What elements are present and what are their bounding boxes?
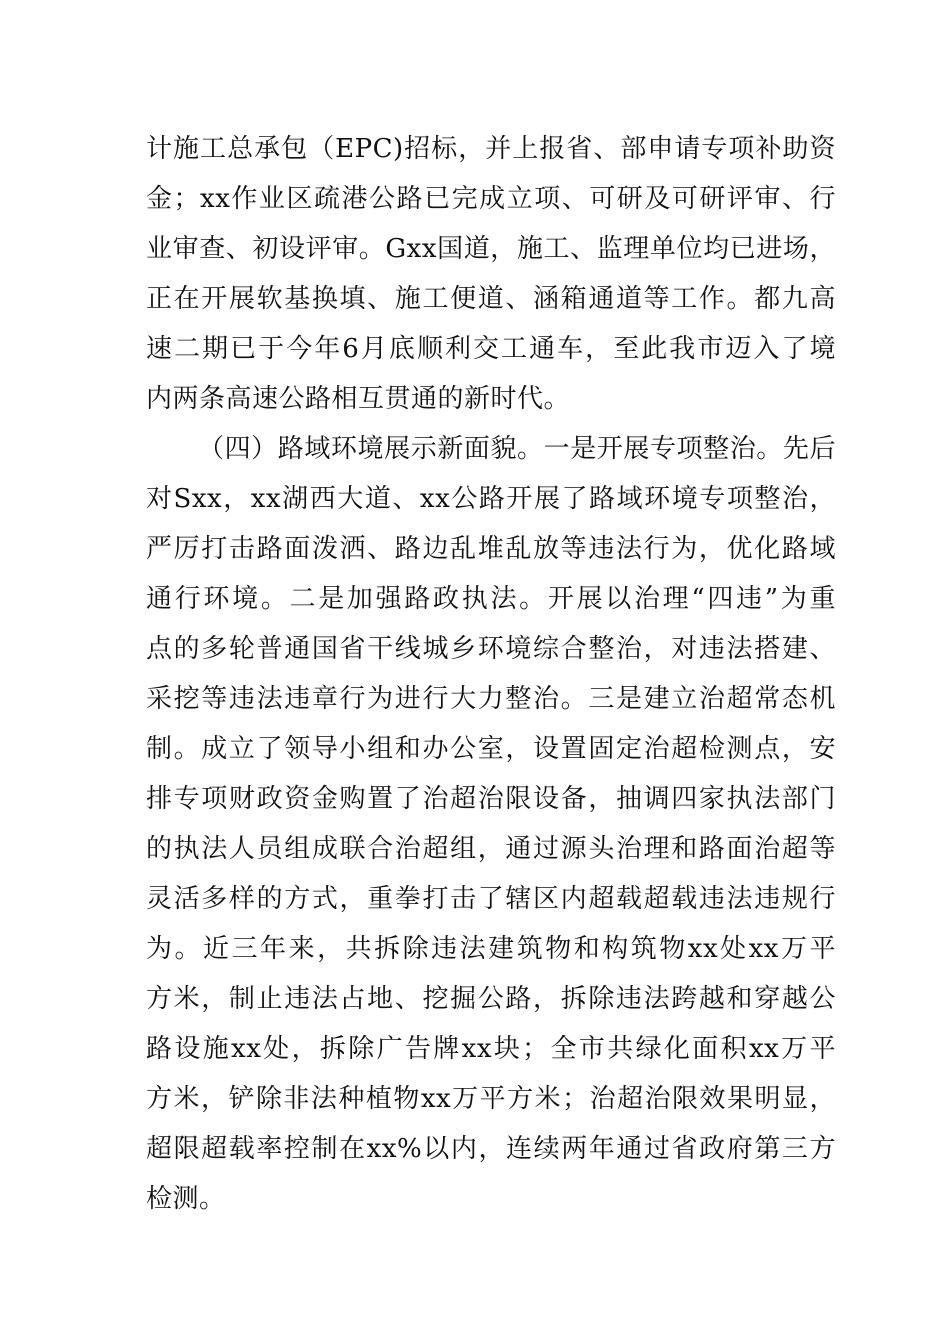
text-line: 计施工总承包（EPC)招标，并上报省、部申请专项补助资 (146, 134, 836, 164)
text-line: 超限超载率控制在xx%以内，连续两年通过省政府第三方 (146, 1134, 836, 1164)
text-line: 业审查、初设评审。Gxx国道，施工、监理单位均已进场， (146, 234, 836, 264)
text-line: 正在开展软基换填、施工便道、涵箱通道等工作。都九高 (146, 284, 836, 314)
text-line: 检测。 (146, 1184, 226, 1214)
text-line: 排专项财政资金购置了治超治限设备，抽调四家执法部门 (146, 784, 836, 814)
text-line: 方米，制止违法占地、挖掘公路，拆除违法跨越和穿越公 (146, 984, 836, 1014)
paragraph-heading-line: （四）路域环境展示新面貌。一是开展专项整治。先后 (198, 434, 836, 464)
text-line: 点的多轮普通国省干线城乡环境综合整治，对违法搭建、 (146, 634, 836, 664)
text-line: 为。近三年来，共拆除违法建筑物和构筑物xx处xx万平 (146, 934, 836, 964)
text-line: 采挖等违法违章行为进行大力整治。三是建立治超常态机 (146, 684, 836, 714)
text-line: 速二期已于今年6月底顺利交工通车，至此我市迈入了境 (146, 334, 836, 364)
text-line: 对Sxx，xx湖西大道、xx公路开展了路域环境专项整治， (146, 484, 836, 514)
text-line: 制。成立了领导小组和办公室，设置固定治超检测点，安 (146, 734, 836, 764)
text-line: 灵活多样的方式，重拳打击了辖区内超载超载违法违规行 (146, 884, 836, 914)
text-line: 通行环境。二是加强路政执法。开展以治理“四违”为重 (146, 584, 836, 614)
text-line: 方米，铲除非法种植物xx万平方米；治超治限效果明显， (146, 1084, 836, 1114)
text-line: 金；xx作业区疏港公路已完成立项、可研及可研评审、行 (146, 184, 836, 214)
body-text (146, 124, 836, 1224)
text-line: 路设施xx处，拆除广告牌xx块；全市共绿化面积xx万平 (146, 1034, 836, 1064)
text-line: 的执法人员组成联合治超组，通过源头治理和路面治超等 (146, 834, 836, 864)
text-line: 严厉打击路面泼洒、路边乱堆乱放等违法行为，优化路域 (146, 534, 836, 564)
text-line: 内两条高速公路相互贯通的新时代。 (146, 384, 571, 414)
